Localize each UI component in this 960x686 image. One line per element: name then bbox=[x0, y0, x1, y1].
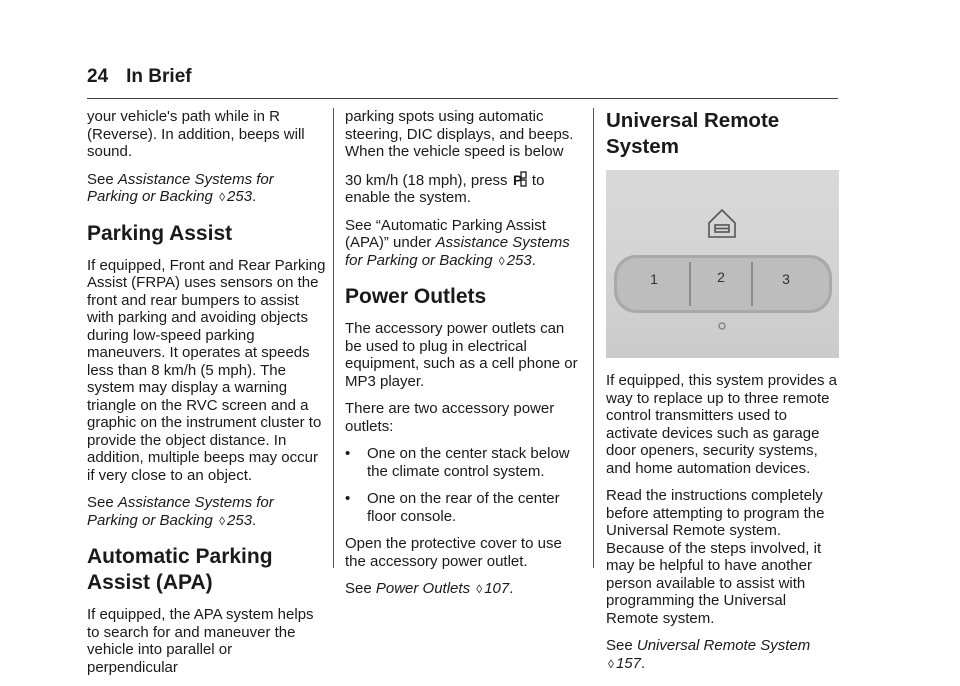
xref-arrow-icon: ◊ bbox=[608, 656, 614, 671]
paragraph: If equipped, this system provides a way to replace up to three remote control transmitters used to activate devices such as garage door openers, security systems, and home automation devices. bbox=[606, 372, 837, 477]
xref-link[interactable]: Assistance Systems for Parking or Backing bbox=[87, 170, 274, 205]
page-number: 24 bbox=[87, 66, 109, 87]
see-label: See bbox=[87, 494, 118, 511]
xref-arrow-icon: ◊ bbox=[219, 513, 226, 528]
paragraph: If equipped, Front and Rear Parking Assist (FRPA) uses sensors on the front and rear bumpers to assist with parking and avoiding objects during low-speed parking maneuvers. It operates at speeds less than 8 km/h (5 mph). The system may display a warning triangle on the RVC screen and a graphic on the instrument cluster to provide the object distance. In addition, multiple beeps may occur if very close to an object. bbox=[87, 256, 326, 484]
heading-universal-remote: Universal Remote System bbox=[606, 109, 780, 158]
heading-automatic-parking-assist: Automatic Parking Assist (APA) bbox=[87, 545, 273, 594]
section-title: In Brief bbox=[126, 66, 192, 87]
xref-arrow-icon: ◊ bbox=[498, 253, 505, 268]
column-1 bbox=[87, 108, 327, 686]
paragraph: If equipped, the APA system helps to search for and maneuver the vehicle into parallel or perpendicular bbox=[87, 606, 314, 676]
remote-button-2: 2 bbox=[717, 269, 725, 285]
paragraph: parking spots using automatic steering, DIC displays, and beeps. When the vehicle speed is below bbox=[345, 108, 574, 160]
see-label: See “Automatic Parking Assist (APA)” under bbox=[345, 216, 546, 251]
cross-reference bbox=[606, 637, 840, 673]
period: . bbox=[252, 511, 257, 529]
period: . bbox=[252, 188, 257, 205]
paragraph: your vehicle's path while in R (Reverse). In addition, beeps will sound. bbox=[87, 108, 305, 160]
xref-page[interactable]: 253 bbox=[227, 188, 253, 205]
column-2 bbox=[345, 108, 581, 609]
see-label: See bbox=[345, 580, 376, 597]
xref-arrow-icon: ◊ bbox=[219, 190, 226, 204]
text: to enable the system. bbox=[345, 171, 545, 206]
header-rule bbox=[87, 98, 838, 99]
xref-link[interactable]: Power Outlets bbox=[375, 580, 471, 597]
period: . bbox=[509, 580, 514, 597]
column-divider bbox=[333, 108, 334, 568]
remote-button-3: 3 bbox=[782, 271, 790, 287]
paragraph: Read the instructions completely before attempting to program the Universal Remote system. Because of the steps involved, it may be helpful to have another person available to assist with programming the Universal Remote system. bbox=[606, 487, 825, 627]
period: . bbox=[531, 251, 536, 269]
xref-page[interactable]: 157 bbox=[615, 654, 641, 672]
list-item-text: One on the rear of the center floor console. bbox=[367, 490, 560, 525]
column-divider bbox=[593, 108, 594, 568]
cross-reference bbox=[345, 580, 581, 599]
cross-reference bbox=[87, 494, 327, 530]
period: . bbox=[640, 654, 646, 672]
bullet-list bbox=[345, 445, 581, 525]
xref-page[interactable]: 253 bbox=[227, 511, 253, 529]
garage-icon bbox=[709, 210, 735, 237]
xref-link[interactable]: Assistance Systems for Parking or Backing bbox=[87, 494, 274, 529]
xref-page[interactable]: 253 bbox=[506, 251, 532, 269]
text: 30 km/h (18 mph), press bbox=[345, 171, 508, 189]
xref-link[interactable]: Assistance Systems for Parking or Backing bbox=[345, 234, 570, 269]
see-label: See bbox=[87, 170, 118, 188]
column-3 bbox=[606, 108, 840, 683]
list-item-text: One on the center stack below the climate control system. bbox=[367, 445, 570, 480]
park-assist-icon bbox=[512, 171, 528, 187]
bullet: • bbox=[345, 445, 351, 462]
heading-power-outlets: Power Outlets bbox=[345, 285, 487, 308]
universal-remote-photo bbox=[606, 170, 839, 358]
paragraph: Open the protective cover to use the accessory power outlet. bbox=[345, 535, 562, 570]
cross-reference bbox=[87, 171, 327, 207]
xref-page[interactable]: 107 bbox=[484, 580, 510, 597]
remote-button-1: 1 bbox=[650, 271, 658, 287]
indicator-light-icon bbox=[719, 323, 725, 329]
xref-arrow-icon: ◊ bbox=[476, 582, 483, 596]
bullet: • bbox=[345, 490, 351, 507]
svg-text:P: P bbox=[512, 171, 523, 187]
xref-link[interactable]: Universal Remote System bbox=[636, 637, 811, 654]
list-item bbox=[345, 445, 581, 480]
list-item bbox=[345, 490, 581, 525]
paragraph: There are two accessory power outlets: bbox=[345, 400, 555, 435]
paragraph: The accessory power outlets can be used to plug in electrical equipment, such as a cell phone or MP3 player. bbox=[345, 320, 578, 390]
see-label: See bbox=[606, 637, 637, 654]
paragraph bbox=[345, 171, 581, 207]
heading-parking-assist: Parking Assist bbox=[87, 221, 233, 245]
page-header bbox=[87, 66, 192, 88]
cross-reference bbox=[345, 217, 581, 271]
